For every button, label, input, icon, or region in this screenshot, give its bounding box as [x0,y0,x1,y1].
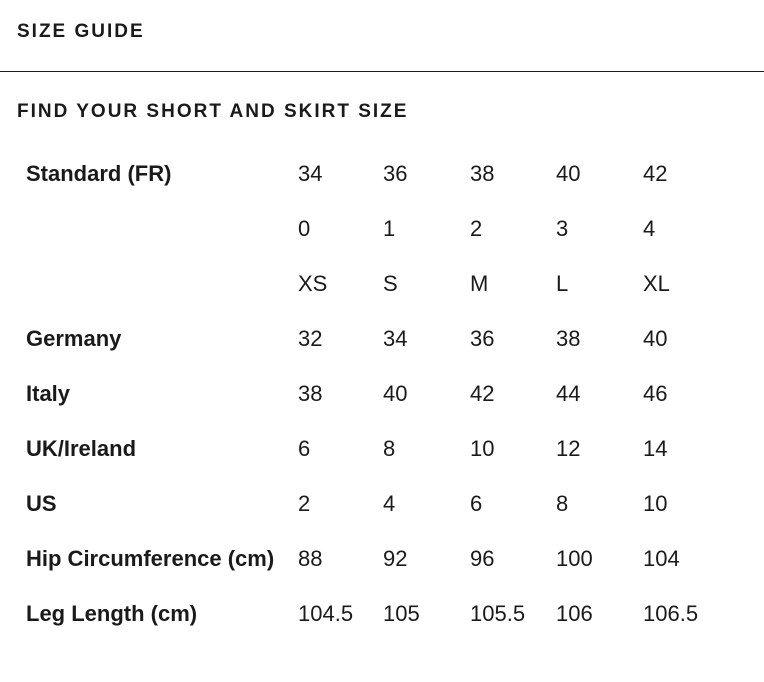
table-cell: 40 [643,325,668,351]
table-cell: 34 [298,160,323,186]
table-row [18,256,713,311]
table-cell: 3 [556,215,569,241]
table-row [18,311,713,366]
table-cell: 104 [643,545,680,571]
row-label: Germany [26,325,122,351]
row-label [18,256,290,311]
table-cell: 8 [556,490,569,516]
table-cell: S [383,270,398,296]
table-cell: 6 [470,490,483,516]
table-cell: 106.5 [643,600,699,626]
table-cell: 32 [298,325,323,351]
table-cell: 6 [298,435,311,461]
table-cell: 10 [643,490,668,516]
row-label: UK/Ireland [26,435,137,461]
table-cell: 2 [298,490,311,516]
section-title: FIND YOUR SHORT AND SKIRT SIZE [17,101,409,122]
table-row [18,531,713,586]
table-cell: 100 [556,545,593,571]
table-cell: 106 [556,600,593,626]
table-row [18,366,713,421]
table-cell: 38 [470,160,495,186]
table-cell: XL [643,270,670,296]
table-cell: 10 [470,435,495,461]
row-label: Standard (FR) [26,160,172,186]
table-cell: 8 [383,435,396,461]
table-cell: 4 [383,490,396,516]
table-cell: M [470,270,489,296]
table-row [18,201,713,256]
table-cell: 36 [470,325,495,351]
table-cell: 38 [556,325,581,351]
table-row [18,146,713,201]
row-label: Italy [26,380,71,406]
row-label: US [26,490,57,516]
table-cell: 105.5 [470,600,526,626]
table-cell: 88 [298,545,323,571]
table-row [18,476,713,531]
table-cell: 2 [470,215,483,241]
table-row [18,421,713,476]
table-cell: 104.5 [298,600,354,626]
size-guide-header [0,0,764,72]
table-cell: 96 [470,545,495,571]
table-cell: L [556,270,569,296]
row-label [18,201,290,256]
table-cell: 38 [298,380,323,406]
size-table [18,146,713,641]
page-title: SIZE GUIDE [17,21,145,42]
table-cell: XS [298,270,328,296]
table-cell: 92 [383,545,408,571]
table-cell: 0 [298,215,311,241]
table-cell: 105 [383,600,420,626]
table-cell: 40 [383,380,408,406]
table-cell: 4 [643,215,656,241]
table-cell: 14 [643,435,668,461]
table-cell: 1 [383,215,396,241]
table-cell: 42 [643,160,668,186]
row-label: Leg Length (cm) [26,600,198,626]
table-cell: 40 [556,160,581,186]
table-cell: 34 [383,325,408,351]
table-cell: 36 [383,160,408,186]
table-cell: 42 [470,380,495,406]
table-row [18,586,713,641]
row-label: Hip Circumference (cm) [26,545,275,571]
table-cell: 44 [556,380,581,406]
table-cell: 46 [643,380,668,406]
table-cell: 12 [556,435,581,461]
